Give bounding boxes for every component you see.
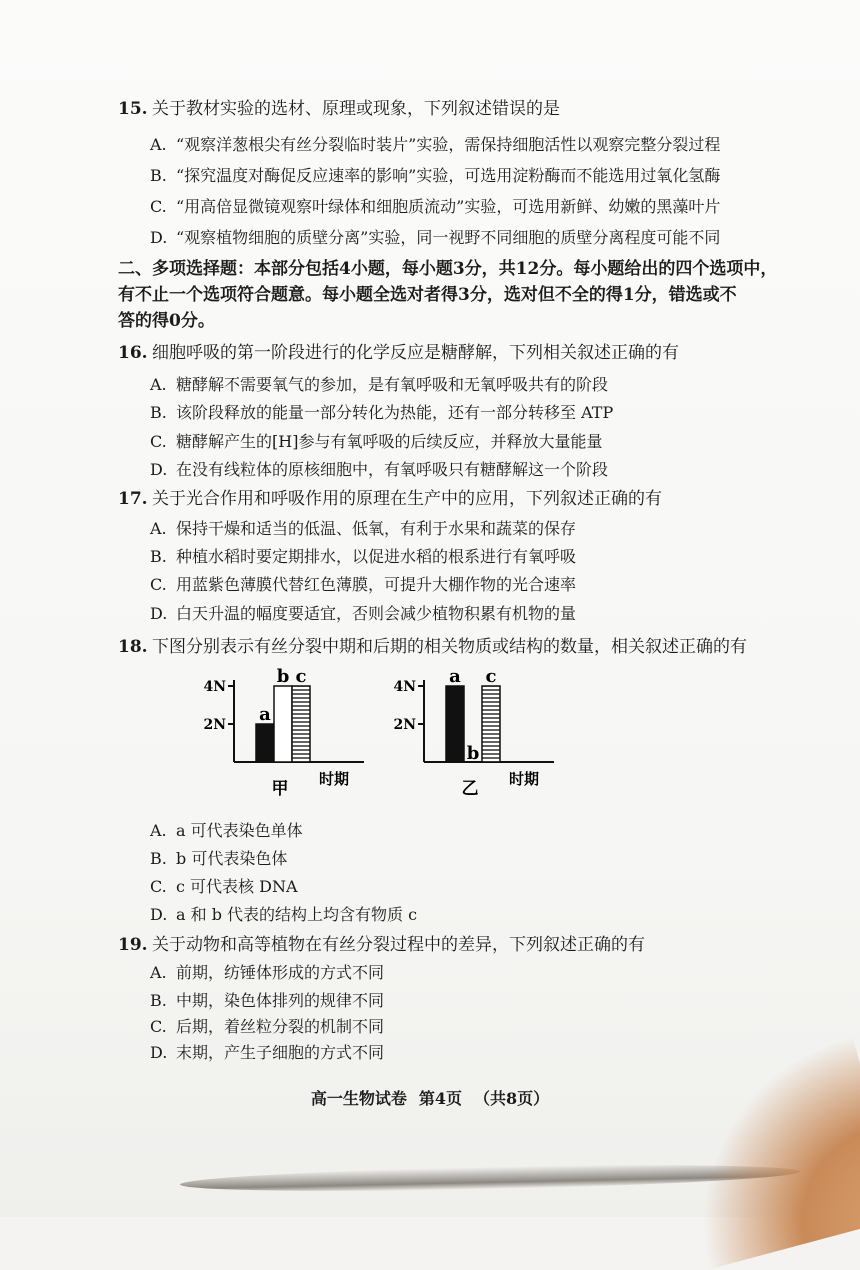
option-text: 末期，产生子细胞的方式不同: [176, 1043, 385, 1062]
bar-c: [292, 686, 310, 762]
y-tick-label: 4N: [203, 679, 226, 695]
question-16-option-c: [150, 431, 602, 453]
question-18-option-c: [150, 876, 298, 898]
option-text: 该阶段释放的能量一部分转化为热能，还有一部分转移至 ATP: [176, 403, 614, 422]
question-19-option-d: [150, 1042, 384, 1064]
option-text: “用高倍显微镜观察叶绿体和细胞质流动”实验，可选用新鲜、幼嫩的黑藻叶片: [176, 197, 721, 216]
option-letter: A.: [150, 375, 167, 394]
option-text: 中期，染色体排列的规律不同: [176, 991, 385, 1010]
question-19-option-b: [150, 990, 384, 1012]
option-letter: B.: [150, 849, 167, 868]
option-letter: B.: [150, 991, 167, 1010]
footer-page-number: 第4页: [418, 1089, 462, 1108]
question-16-option-d: [150, 459, 608, 481]
option-letter: D.: [150, 228, 168, 247]
option-text: 白天升温的幅度要适宜，否则会减少植物积累有机物的量: [176, 604, 577, 623]
bar-c: [482, 686, 500, 762]
option-text: 在没有线粒体的原核细胞中，有氧呼吸只有糖酵解这一个阶段: [176, 460, 609, 479]
x-axis-label: 时期: [318, 770, 350, 788]
chart-jia: [190, 668, 370, 808]
bar-b: [274, 686, 292, 762]
option-letter: B.: [150, 403, 167, 422]
option-text: 糖酵解产生的[H]参与有氧呼吸的后续反应，并释放大量能量: [176, 432, 603, 451]
bar-a: [256, 724, 274, 762]
bar-a: [446, 686, 464, 762]
option-text: c 可代表核 DNA: [176, 877, 298, 896]
option-text: a 和 b 代表的结构上均含有物质 c: [176, 905, 418, 924]
question-text: 下图分别表示有丝分裂中期和后期的相关物质或结构的数量，相关叙述正确的有: [152, 637, 747, 657]
option-text: 前期，纺锤体形成的方式不同: [176, 963, 385, 982]
bar-label-c: c: [295, 668, 307, 687]
y-tick-label: 2N: [393, 717, 416, 733]
option-letter: B.: [150, 547, 167, 566]
question-16-option-b: [150, 402, 613, 424]
question-15-option-a: [150, 134, 720, 156]
question-15-stem: [118, 98, 560, 120]
question-19-stem: [118, 934, 645, 956]
question-15-option-b: [150, 165, 720, 187]
question-18-option-a: [150, 820, 303, 842]
question-18-option-b: [150, 848, 287, 870]
question-text: 关于光合作用和呼吸作用的原理在生产中的应用，下列叙述正确的有: [152, 489, 662, 509]
option-letter: D.: [150, 604, 168, 623]
option-letter: B.: [150, 166, 167, 185]
option-letter: C.: [150, 197, 167, 216]
section-2-instructions: [118, 256, 788, 334]
option-text: “观察植物细胞的质壁分离”实验，同一视野不同细胞的质壁分离程度可能不同: [176, 228, 721, 247]
bar-label-a: a: [449, 668, 461, 687]
option-text: a 可代表染色单体: [176, 821, 303, 840]
finger-shadow: [659, 1034, 860, 1269]
option-text: 种植水稻时要定期排水，以促进水稻的根系进行有氧呼吸: [176, 547, 577, 566]
option-letter: D.: [150, 1043, 168, 1062]
question-17-option-b: [150, 546, 576, 568]
option-letter: A.: [150, 821, 167, 840]
option-text: “观察洋葱根尖有丝分裂临时装片”实验，需保持细胞活性以观察完整分裂过程: [176, 135, 721, 154]
question-17-option-d: [150, 603, 576, 625]
footer-subject: 高一生物试卷: [310, 1089, 407, 1108]
question-16-option-a: [150, 374, 608, 396]
question-18-stem: [118, 636, 747, 658]
chart-title: 乙: [461, 779, 479, 799]
section-2-line-2: 有不止一个选项符合题意。每小题全选对者得3分，选对但不全的得1分，错选或不: [118, 285, 737, 305]
option-text: 用蓝紫色薄膜代替红色薄膜，可提升大棚作物的光合速率: [176, 575, 577, 594]
question-number: 16.: [118, 343, 148, 363]
y-tick-label: 4N: [393, 679, 416, 695]
question-number: 15.: [118, 99, 148, 119]
option-text: 后期，着丝粒分裂的机制不同: [176, 1017, 385, 1036]
question-19-option-c: [150, 1016, 384, 1038]
question-17-option-c: [150, 574, 576, 596]
bar-label-c: c: [485, 668, 497, 687]
question-number: 19.: [118, 935, 148, 955]
question-text: 关于教材实验的选材、原理或现象，下列叙述错误的是: [152, 99, 560, 119]
option-letter: D.: [150, 905, 168, 924]
question-text: 细胞呼吸的第一阶段进行的化学反应是糖酵解，下列相关叙述正确的有: [152, 343, 679, 363]
option-letter: A.: [150, 963, 167, 982]
chart-yi: [380, 668, 560, 808]
bar-label-b: b: [276, 668, 290, 687]
question-number: 17.: [118, 489, 148, 509]
chart-title: 甲: [271, 779, 289, 799]
option-text: 糖酵解不需要氧气的参加，是有氧呼吸和无氧呼吸共有的阶段: [176, 375, 609, 394]
section-2-line-1: 二、多项选择题：本部分包括4小题，每小题3分，共12分。每小题给出的四个选项中，: [118, 259, 778, 279]
option-letter: C.: [150, 432, 167, 451]
question-17-stem: [118, 488, 662, 510]
option-letter: C.: [150, 575, 167, 594]
question-number: 18.: [118, 637, 148, 657]
section-2-line-3: 答的得0分。: [118, 311, 215, 331]
question-16-stem: [118, 342, 679, 364]
y-tick-label: 2N: [203, 717, 226, 733]
question-17-option-a: [150, 518, 576, 540]
option-letter: C.: [150, 1017, 167, 1036]
option-letter: C.: [150, 877, 167, 896]
x-axis-label: 时期: [508, 770, 540, 788]
question-15-option-d: [150, 227, 720, 249]
bar-label-a: a: [259, 704, 271, 725]
question-text: 关于动物和高等植物在有丝分裂过程中的差异，下列叙述正确的有: [152, 935, 645, 955]
option-letter: A.: [150, 519, 167, 538]
option-text: 保持干燥和适当的低温、低氧，有利于水果和蔬菜的保存: [176, 519, 577, 538]
option-text: b 可代表染色体: [176, 849, 288, 868]
option-letter: D.: [150, 460, 168, 479]
bar-label-b: b: [466, 743, 480, 764]
footer-total-pages: （共8页）: [474, 1089, 550, 1108]
option-letter: A.: [150, 135, 167, 154]
question-19-option-a: [150, 962, 384, 984]
question-18-option-d: [150, 904, 417, 926]
option-text: “探究温度对酶促反应速率的影响”实验，可选用淀粉酶而不能选用过氧化氢酶: [176, 166, 721, 185]
question-15-option-c: [150, 196, 720, 218]
